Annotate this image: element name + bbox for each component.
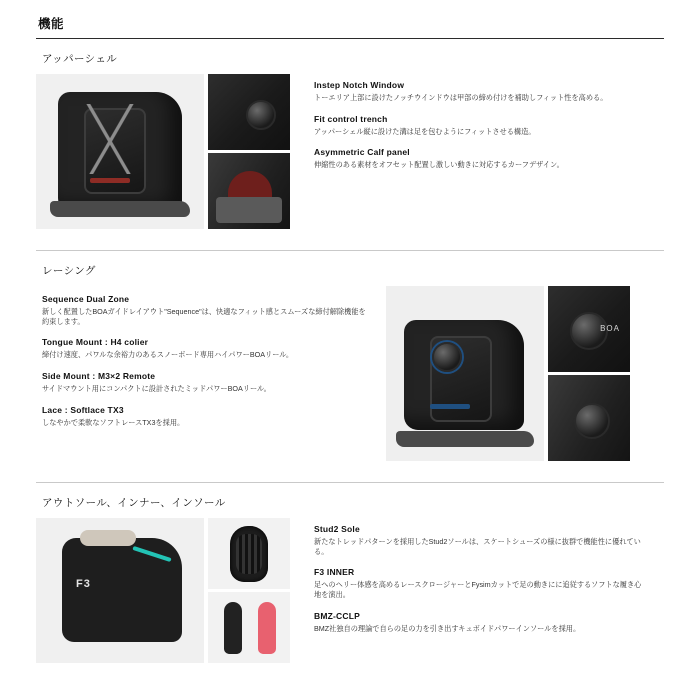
feature-item bbox=[42, 371, 372, 394]
boa-dial-icon bbox=[432, 342, 462, 372]
feature-description: BMZ社独自の理論で自らの足の力を引き出すキュボイドパワーインソールを採用。 bbox=[314, 623, 581, 633]
upper-shell-detail-stack bbox=[208, 74, 290, 232]
boa-logo-text: BOA bbox=[600, 324, 620, 333]
outsole-image-group bbox=[36, 518, 290, 666]
lacing-detail-photo-2[interactable] bbox=[548, 375, 630, 461]
feature-item bbox=[42, 405, 372, 428]
upper-shell-detail-photo-2[interactable] bbox=[208, 153, 290, 229]
insole-pink-illustration bbox=[258, 602, 276, 654]
feature-item bbox=[314, 567, 644, 599]
feature-description: しなやかで柔軟なソフトレースTX3を採用。 bbox=[42, 417, 185, 427]
feature-name: F3 INNER bbox=[314, 567, 355, 578]
insole-detail-photo-2[interactable] bbox=[208, 592, 290, 663]
upper-shell-image-group bbox=[36, 74, 290, 232]
lacing-detail-stack bbox=[548, 286, 630, 464]
outsole-main-photo[interactable] bbox=[36, 518, 204, 663]
feature-description: 新しく配置したBOAガイドレイアウト"Sequence"は、快適なフィット感とスムーズな締付解除機能を約束します。 bbox=[42, 307, 366, 326]
fur-lining-illustration bbox=[80, 530, 136, 546]
feature-name: Instep Notch Window bbox=[314, 80, 405, 90]
feature-description: 足へのヘリー体感を高めるレースクロージャーとFysimカットで足の動きにに追従するソフトな履き心地を演出。 bbox=[314, 580, 642, 600]
feature-description: アッパーシェル縦に設けた溝は足を包むようにフィットさせる構造。 bbox=[314, 126, 536, 136]
section-divider-2 bbox=[36, 482, 664, 483]
section-outsole-inner-insole bbox=[36, 495, 664, 666]
lacing-main-photo[interactable] bbox=[386, 286, 544, 461]
closeup-background-2 bbox=[208, 592, 290, 663]
insole-black-illustration bbox=[224, 602, 242, 654]
feature-item bbox=[314, 611, 644, 634]
feature-item bbox=[42, 294, 372, 326]
feature-item bbox=[314, 147, 607, 170]
section-lacing bbox=[36, 263, 664, 464]
feature-item bbox=[42, 337, 372, 360]
feature-name: Fit control trench bbox=[314, 113, 388, 124]
feature-name: Sequence Dual Zone bbox=[42, 294, 130, 304]
sole-illustration bbox=[396, 431, 534, 447]
feature-name: Side Mount : M3×2 Remote bbox=[42, 371, 156, 382]
feature-name: Lace : Softlace TX3 bbox=[42, 404, 124, 415]
boa-dial-icon bbox=[246, 100, 276, 130]
boa-dial-icon bbox=[574, 403, 610, 439]
feature-description: 伸縮性のある素材をオフセット配置し激しい動きに対応するカーフデザイン。 bbox=[314, 160, 564, 170]
upper-shell-main-photo[interactable] bbox=[36, 74, 204, 229]
feature-item bbox=[314, 80, 607, 103]
feature-description: サイドマウント用にコンパクトに設計されたミッドパワーBOAリール。 bbox=[42, 384, 271, 394]
grey-panel-illustration bbox=[216, 197, 282, 223]
boot-illustration bbox=[404, 320, 524, 430]
lacing-detail-photo-1[interactable] bbox=[548, 286, 630, 372]
section-upper-shell bbox=[36, 51, 664, 232]
upper-shell-detail-photo-1[interactable] bbox=[208, 74, 290, 150]
outsole-detail-photo-1[interactable] bbox=[208, 518, 290, 589]
section-title-upper-shell: アッパーシェル bbox=[42, 53, 118, 65]
lacing-feature-list bbox=[36, 286, 372, 439]
feature-name: Stud2 Sole bbox=[314, 524, 360, 534]
section-title-outsole: アウトソール、インナー、インソール bbox=[42, 497, 226, 509]
section-divider-1 bbox=[36, 250, 664, 251]
outsole-feature-list bbox=[314, 518, 644, 645]
feature-description: 締付け速度、パワルな余裕力のあるスノーボード専用ハイパワーBOAリール。 bbox=[42, 350, 294, 360]
page-title-divider bbox=[36, 38, 664, 39]
feature-item bbox=[314, 114, 607, 137]
lace-pattern-icon bbox=[82, 104, 138, 174]
outsole-detail-stack bbox=[208, 518, 290, 666]
lacing-image-group bbox=[386, 286, 630, 464]
accent-stripe bbox=[430, 404, 470, 409]
feature-item bbox=[314, 524, 644, 556]
feature-description: 新たなトレッドパターンを採用したStud2ソールは、スケートシューズの様に抜群で機能性に優れている。 bbox=[314, 537, 641, 556]
inner-boot-illustration bbox=[62, 538, 182, 642]
outsole-tread-illustration bbox=[230, 526, 268, 582]
feature-name: BMZ-CCLP bbox=[314, 610, 360, 621]
feature-name: Asymmetric Calf panel bbox=[314, 147, 410, 158]
upper-shell-feature-list bbox=[314, 74, 607, 181]
accent-stripe bbox=[90, 178, 130, 183]
feature-name: Tongue Mount : H4 colier bbox=[42, 337, 149, 348]
section-title-lacing: レーシング bbox=[42, 265, 96, 277]
f3-logo-text: F3 bbox=[76, 578, 91, 590]
page-title: 機能 bbox=[38, 17, 65, 31]
feature-description: トーエリア上部に設けたノッチウインドウは甲部の締め付けを補助しフィット性を高める。 bbox=[314, 93, 608, 102]
sole-illustration bbox=[50, 201, 190, 217]
